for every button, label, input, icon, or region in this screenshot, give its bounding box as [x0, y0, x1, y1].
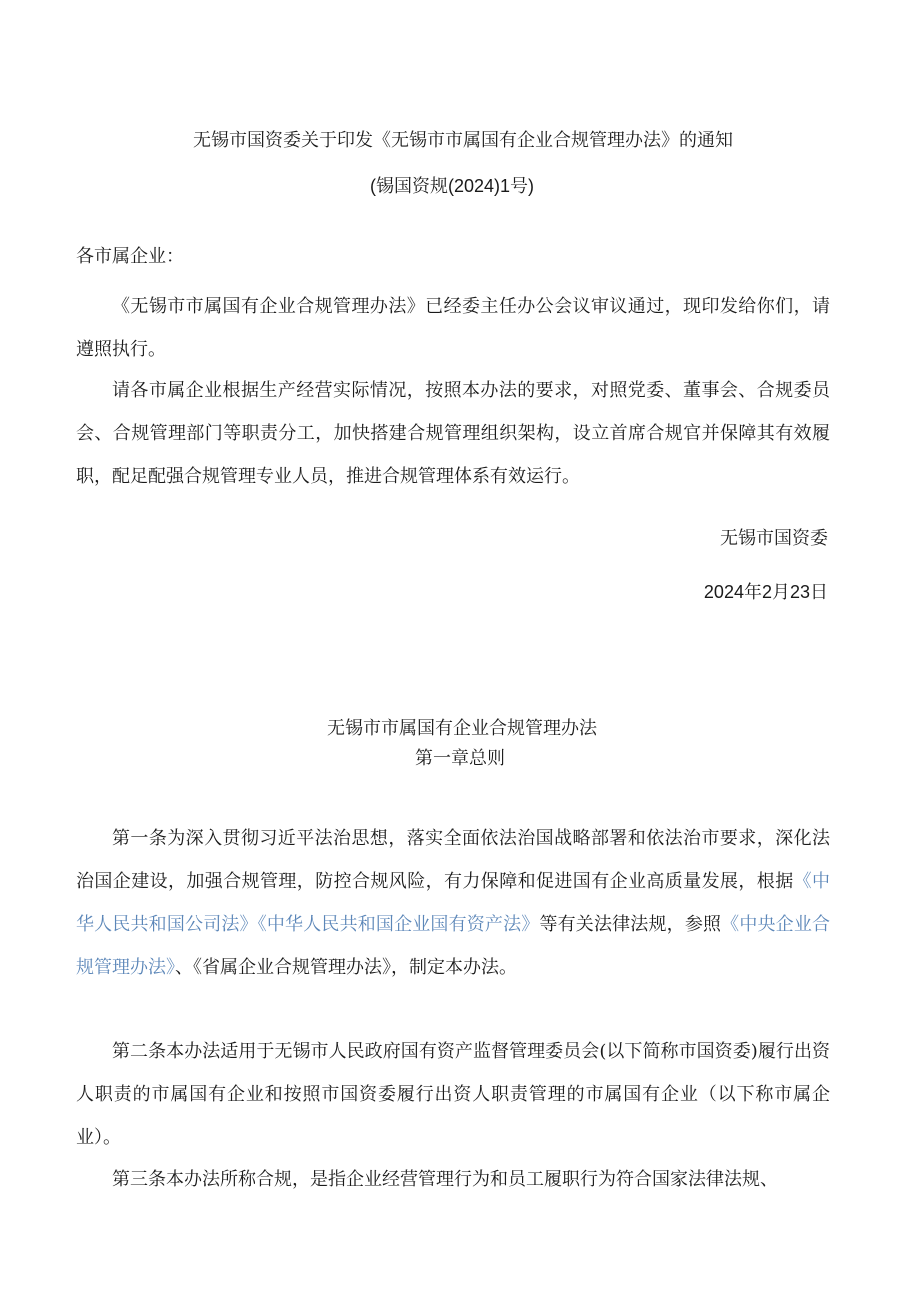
notice-title: 无锡市国资委关于印发《无锡市市属国有企业合规管理办法》的通知 [193, 130, 733, 151]
article-1-suffix: 、《省属企业合规管理办法》，制定本办法。 [175, 957, 517, 978]
law-title: 无锡市市属国有企业合规管理办法 [327, 718, 597, 739]
addressee: 各市属企业： [76, 246, 184, 267]
link-state-assets-law[interactable]: 《中华人民共和国企业国有资产法》 [257, 914, 540, 935]
article-1 [76, 817, 830, 989]
article-2-text: 第二条本办法适用于无锡市人民政府国有资产监督管理委员会(以下简称市国资委)履行出资人职责的市属国有企业和按照市国资委履行出资人职责管理的市属国有企业（以下称市属企业）。 [76, 1041, 830, 1148]
article-2 [76, 1030, 830, 1159]
article-1-mid: 等有关法律法规，参照 [539, 914, 722, 935]
article-1-prefix: 第一条为深入贯彻习近平法治思想，落实全面依法治国战略部署和依法治市要求，深化法治国企建设，加强合规管理，防控合规风险，有力保障和促进国有企业高质量发展，根据 [76, 828, 830, 892]
link-company-law[interactable]: 《中华人民共和国公司法》 [76, 871, 831, 935]
chapter-heading: 第一章总则 [415, 748, 505, 769]
notice-paragraph-1 [76, 285, 830, 371]
article-3-text: 第三条本办法所称合规，是指企业经营管理行为和员工履职行为符合国家法律法规、 [112, 1169, 778, 1190]
sign-date: 2024年2月23日 [703, 582, 828, 602]
notice-paragraph-2 [76, 369, 830, 498]
signer: 无锡市国资委 [720, 528, 828, 549]
article-3 [76, 1158, 830, 1201]
link-central-enterprise-rules[interactable]: 《中央企业合规管理办法》 [76, 914, 831, 978]
notice-paragraph-2-text: 请各市属企业根据生产经营实际情况，按照本办法的要求，对照党委、董事会、合规委员会、合规管理部门等职责分工，加快搭建合规管理组织架构，设立首席合规官并保障其有效履职，配足配强合规管理专业人员，推进合规管理体系有效运行。 [76, 380, 830, 487]
document-number: (锡国资规(2024)1号) [369, 176, 535, 196]
notice-paragraph-1-text: 《无锡市市属国有企业合规管理办法》已经委主任办公会议审议通过，现印发给你们，请遵照执行。 [76, 296, 830, 360]
article-1-text [76, 817, 830, 989]
